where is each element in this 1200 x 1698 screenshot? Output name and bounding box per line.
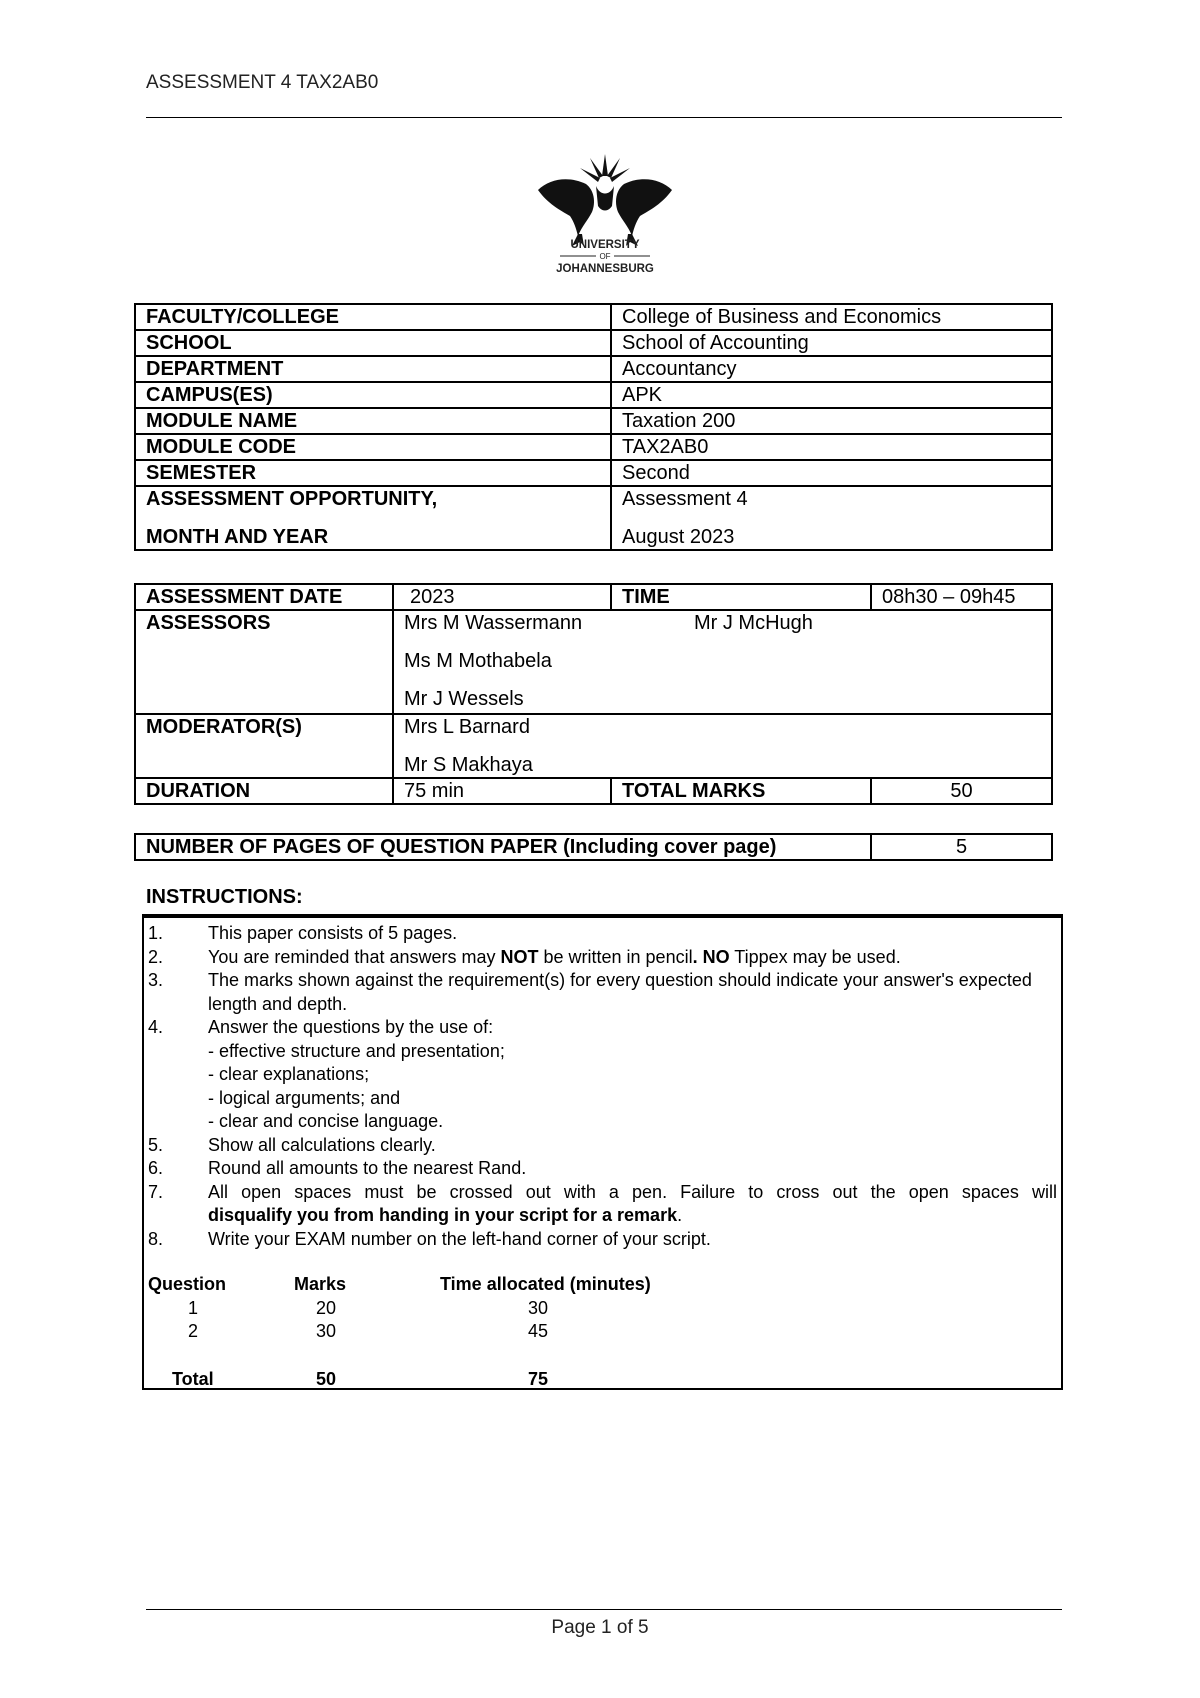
date-label: ASSESSMENT DATE — [135, 584, 393, 610]
question-number: 2 — [188, 1321, 199, 1341]
item-text — [208, 946, 1057, 970]
table-row — [148, 1320, 1057, 1344]
item-text-part: Tippex may be used. — [729, 946, 901, 967]
faculty-value: College of Business and Economics — [611, 304, 1052, 330]
opportunity-label — [135, 486, 611, 550]
table-row — [135, 486, 1052, 550]
table-row — [135, 434, 1052, 460]
item-text-part: be written in pencil — [538, 946, 693, 967]
header-rule — [146, 117, 1062, 118]
item-number: 1. — [148, 923, 164, 943]
list-item — [148, 946, 1057, 970]
item-text: Write your EXAM number on the left-hand corner of your script. — [208, 1228, 711, 1249]
total-marks: 50 — [316, 1368, 337, 1389]
question-time: 45 — [528, 1321, 549, 1341]
campus-value: APK — [611, 382, 1052, 408]
item-text-part: You are reminded that answers may — [208, 946, 501, 967]
time-label: TIME — [611, 584, 871, 610]
total-marks-value: 50 — [871, 778, 1052, 804]
page-count-value: 5 — [871, 834, 1052, 860]
assessor-3: Ms M Mothabela — [404, 650, 552, 672]
sub-item: - clear explanations; — [208, 1064, 370, 1084]
item-text-bold: NOT — [500, 946, 539, 967]
question-marks: 30 — [316, 1321, 337, 1341]
table-row — [135, 408, 1052, 434]
item-text-part: . — [677, 1205, 683, 1225]
item-number: 3. — [148, 970, 164, 990]
assessor-4: Mr J Wessels — [404, 688, 524, 710]
duration-label: DURATION — [135, 778, 393, 804]
question-time: 30 — [528, 1297, 549, 1318]
item-number: 6. — [148, 1158, 164, 1178]
moderators-label: MODERATOR(S) — [135, 714, 393, 778]
opportunity-value — [611, 486, 1052, 550]
list-item — [148, 1016, 1057, 1040]
item-text: Show all calculations clearly. — [208, 1134, 436, 1155]
page-count-label: NUMBER OF PAGES OF QUESTION PAPER (Including cover page) — [135, 834, 871, 860]
moderator-1: Mrs L Barnard — [404, 716, 530, 738]
question-table — [148, 1273, 1057, 1391]
item-text: The marks shown against the requirement(s) for every question should indicate your answer's expected length and depth. — [208, 970, 1032, 1014]
table-header — [148, 1273, 1057, 1297]
assessor-2: Mr J McHugh — [694, 612, 813, 634]
table-row — [135, 834, 1052, 860]
item-number: 2. — [148, 946, 164, 967]
opportunity-value-line2: August 2023 — [622, 526, 735, 548]
item-number: 8. — [148, 1228, 164, 1249]
item-text: Round all amounts to the nearest Rand. — [208, 1158, 527, 1178]
total-marks-label: TOTAL MARKS — [611, 778, 871, 804]
table-row — [135, 610, 1052, 714]
list-item — [148, 1181, 1057, 1228]
opportunity-label-line1: ASSESSMENT OPPORTUNITY, — [146, 488, 438, 510]
list-item — [148, 1228, 1057, 1252]
table-row — [135, 460, 1052, 486]
table-row — [135, 584, 1052, 610]
moderator-2: Mr S Makhaya — [404, 754, 533, 776]
university-logo — [530, 146, 680, 282]
page-number: Page 1 of 5 — [551, 1617, 649, 1638]
module-name-value: Taxation 200 — [611, 408, 1052, 434]
item-number: 4. — [148, 1017, 164, 1037]
item-text: Answer the questions by the use of: — [208, 1017, 494, 1037]
table-total-row — [148, 1368, 1057, 1392]
item-text-part: All open spaces must be crossed out with a pen. Failure to cross out the open spaces will — [208, 1181, 1057, 1202]
department-label: DEPARTMENT — [135, 356, 611, 382]
instructions-title: INSTRUCTIONS: — [146, 886, 303, 908]
time-value: 08h30 – 09h45 — [871, 584, 1052, 610]
list-item — [148, 1134, 1057, 1158]
instructions-box — [142, 914, 1063, 1390]
logo-line1: UNIVERSITY — [570, 239, 640, 251]
list-item — [148, 969, 1057, 1016]
module-code-value: TAX2AB0 — [611, 434, 1052, 460]
logo-line2: OF — [599, 252, 611, 261]
opportunity-value-line1: Assessment 4 — [622, 488, 748, 510]
table-row — [135, 382, 1052, 408]
table-row — [135, 356, 1052, 382]
item-text: This paper consists of 5 pages. — [208, 923, 458, 943]
assessors-list — [393, 610, 1052, 714]
item-text-bold: disqualify you from handing in your script for a remark — [208, 1205, 678, 1225]
moderators-list — [393, 714, 1052, 778]
faculty-label: FACULTY/COLLEGE — [135, 304, 611, 330]
assessor-1: Mrs M Wassermann — [404, 612, 583, 634]
header-time: Time allocated (minutes) — [440, 1274, 651, 1294]
sub-item: - logical arguments; and — [208, 1087, 401, 1108]
table-row — [148, 1297, 1057, 1321]
table-row — [135, 304, 1052, 330]
total-time: 75 — [528, 1368, 549, 1389]
logo-line3: JOHANNESBURG — [556, 263, 654, 275]
header-marks: Marks — [294, 1274, 347, 1294]
item-number: 7. — [148, 1181, 164, 1202]
sub-item: - effective structure and presentation; — [208, 1040, 505, 1061]
department-value: Accountancy — [611, 356, 1052, 382]
page-header: ASSESSMENT 4 TAX2AB0 — [146, 72, 379, 93]
list-item — [148, 1157, 1057, 1181]
table-row — [135, 330, 1052, 356]
list-item — [148, 922, 1057, 946]
item-number: 5. — [148, 1134, 164, 1155]
question-number: 1 — [188, 1297, 199, 1318]
table-row — [135, 714, 1052, 778]
item-text — [208, 1181, 1057, 1228]
item-text-bold: . NO — [692, 946, 730, 967]
assessment-details-table — [134, 583, 1053, 805]
footer-rule — [146, 1609, 1062, 1610]
table-row — [135, 778, 1052, 804]
page-count-table — [134, 833, 1053, 861]
school-label: SCHOOL — [135, 330, 611, 356]
module-code-label: MODULE CODE — [135, 434, 611, 460]
assessors-label: ASSESSORS — [135, 610, 393, 714]
school-value: School of Accounting — [611, 330, 1052, 356]
sub-item: - clear and concise language. — [208, 1111, 444, 1131]
header-question: Question — [148, 1274, 227, 1294]
date-value: 2023 — [393, 584, 611, 610]
question-marks: 20 — [316, 1297, 337, 1318]
semester-label: SEMESTER — [135, 460, 611, 486]
campus-label: CAMPUS(ES) — [135, 382, 611, 408]
total-label: Total — [172, 1368, 214, 1389]
semester-value: Second — [611, 460, 1052, 486]
opportunity-label-line2: MONTH AND YEAR — [146, 526, 329, 548]
module-info-table — [134, 303, 1053, 551]
duration-value: 75 min — [393, 778, 611, 804]
module-name-label: MODULE NAME — [135, 408, 611, 434]
